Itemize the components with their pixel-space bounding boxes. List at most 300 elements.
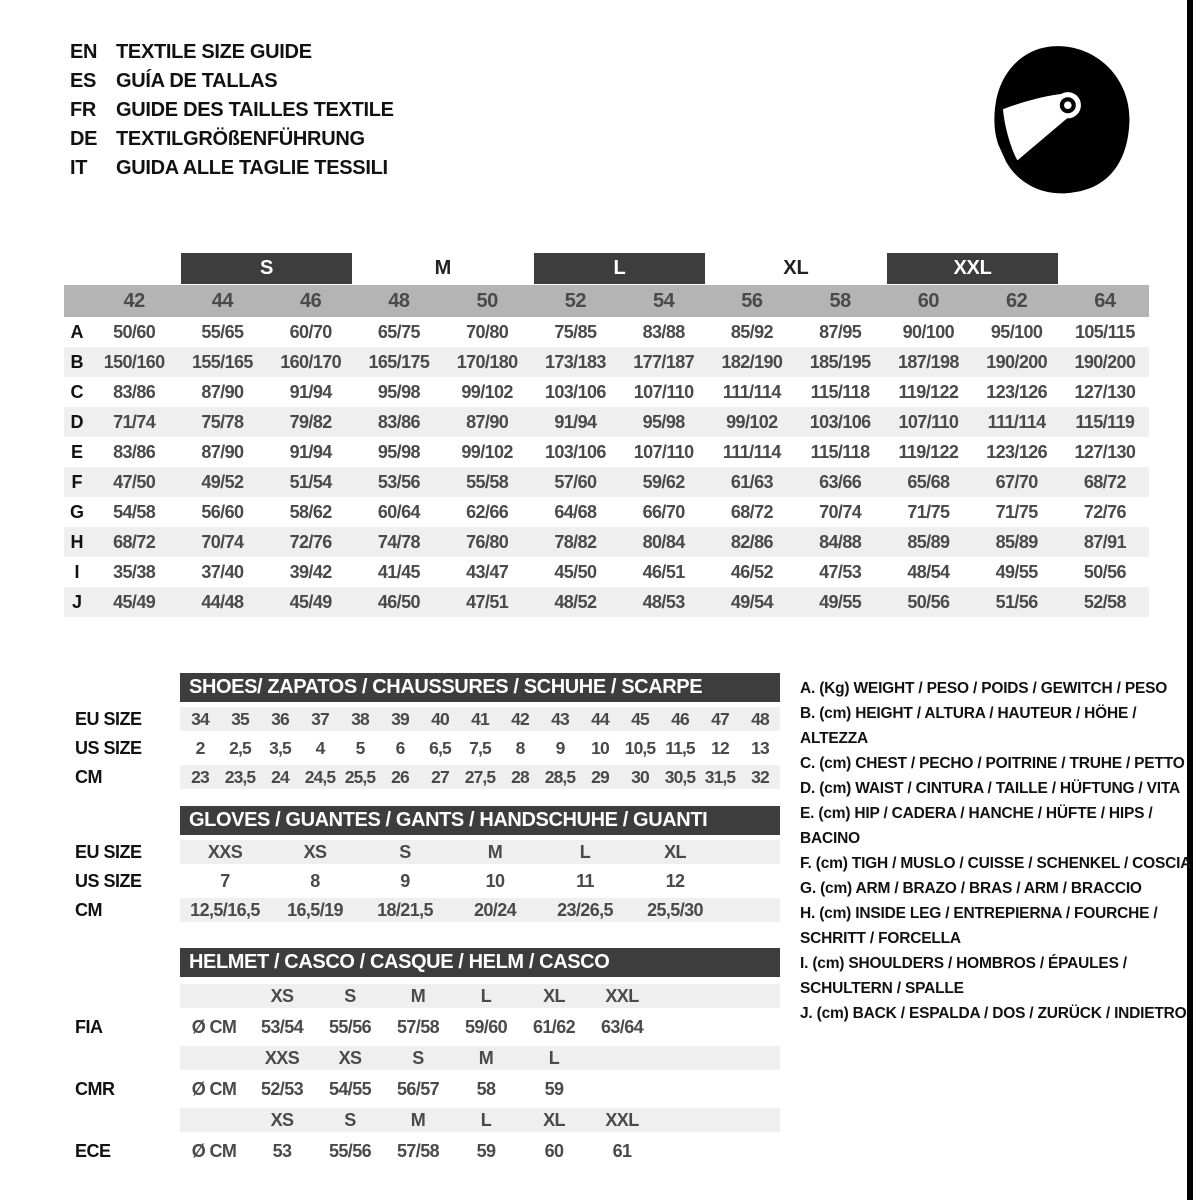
shoes-value-cell: 3,5	[269, 737, 291, 758]
size-value-cell: 170/180	[456, 351, 518, 372]
shoes-row-label: EU SIZE	[75, 708, 142, 729]
size-value-cell: 123/126	[986, 381, 1048, 402]
gloves-value-cell: 8	[310, 870, 320, 891]
helmet-size-label: L	[480, 1109, 492, 1130]
helmet-value-band	[180, 1139, 780, 1163]
helmet-size-label: M	[410, 1109, 426, 1130]
size-value-cell: 190/200	[986, 351, 1048, 372]
helmet-size-table	[64, 948, 789, 1163]
shoes-value-cell: 30	[631, 766, 649, 787]
size-column-header: 56	[741, 289, 763, 312]
measurement-row-f	[64, 467, 1149, 497]
legend-item: G. (cm) ARM / BRAZO / BRAS / ARM / BRACCIO	[800, 880, 1142, 897]
legend-item: J. (cm) BACK / ESPALDA / DOS / ZURÜCK / INDIETRO	[800, 1005, 1187, 1022]
measurement-row-h	[64, 527, 1149, 557]
size-value-cell: 70/74	[819, 501, 862, 522]
shoes-row	[64, 736, 789, 760]
size-group-s: S	[181, 253, 352, 284]
gloves-value-cell: XL	[664, 841, 686, 862]
size-value-cell: 155/165	[191, 351, 253, 372]
language-row	[70, 67, 394, 96]
helmet-icon	[976, 42, 1142, 194]
size-value-cell: 66/70	[642, 501, 685, 522]
size-value-cell: 95/98	[642, 411, 685, 432]
size-value-cell: 49/55	[819, 591, 862, 612]
gloves-value-cell: 7	[220, 870, 230, 891]
size-value-cell: 47/50	[113, 471, 156, 492]
size-value-cell: 95/100	[990, 321, 1043, 342]
numeric-size-header-row	[64, 285, 1149, 317]
shoes-value-cell: 26	[391, 766, 409, 787]
size-value-cell: 70/80	[466, 321, 509, 342]
size-value-cell: 111/114	[722, 381, 781, 402]
row-label: G	[69, 501, 84, 522]
size-value-cell: 75/85	[554, 321, 597, 342]
measurement-row-g	[64, 497, 1149, 527]
size-value-cell: 63/66	[819, 471, 862, 492]
size-value-cell: 53/56	[377, 471, 420, 492]
gloves-value-cell: XS	[303, 841, 327, 862]
shoes-value-cell: 44	[591, 708, 609, 729]
legend-item: I. (cm) SHOULDERS / HOMBROS / ÉPAULES / SCHULTERN / SPALLE	[800, 955, 1127, 997]
legend-item: F. (cm) TIGH / MUSLO / CUISSE / SCHENKEL / COSCIA	[800, 855, 1192, 872]
legend-item: C. (cm) CHEST / PECHO / POITRINE / TRUHE / PETTO	[800, 755, 1185, 772]
size-value-cell: 187/198	[897, 351, 959, 372]
gloves-row-label: CM	[75, 899, 102, 920]
size-value-cell: 50/56	[907, 591, 950, 612]
size-value-cell: 47/51	[466, 591, 509, 612]
row-label: E	[70, 441, 83, 462]
gloves-row-label: EU SIZE	[75, 841, 142, 862]
size-value-cell: 60/64	[377, 501, 420, 522]
helmet-size-label: XXS	[264, 1047, 300, 1068]
helmet-size-label: S	[412, 1047, 424, 1068]
size-group-xxl: XXL	[887, 253, 1058, 284]
size-value-cell: 45/49	[113, 591, 156, 612]
shoes-value-cell: 42	[511, 708, 529, 729]
size-group-xl: XL	[783, 257, 809, 279]
shoes-value-cell: 11,5	[665, 737, 695, 758]
helmet-value-cell: 59	[544, 1078, 564, 1099]
size-value-cell: 56/60	[201, 501, 244, 522]
size-value-cell: 185/195	[809, 351, 871, 372]
shoes-value-cell: 28,5	[544, 766, 576, 787]
size-value-cell: 85/89	[907, 531, 950, 552]
size-value-cell: 50/56	[1083, 561, 1126, 582]
helmet-size-band	[180, 1046, 780, 1070]
size-value-cell: 87/90	[466, 411, 509, 432]
size-value-cell: 71/74	[113, 411, 156, 432]
gloves-row-label: US SIZE	[75, 870, 142, 891]
shoes-value-cell: 41	[471, 708, 489, 729]
shoes-value-cell: 6,5	[429, 737, 451, 758]
shoes-value-cell: 28	[511, 766, 529, 787]
shoes-value-cell: 48	[751, 708, 769, 729]
size-column-header: 44	[211, 289, 233, 312]
size-value-cell: 107/110	[633, 441, 694, 462]
helmet-value-cell: 59/60	[464, 1016, 508, 1037]
helmet-size-label: XXL	[605, 1109, 639, 1130]
gloves-value-cell: M	[487, 841, 503, 862]
shoes-value-cell: 9	[555, 737, 565, 758]
gloves-row	[64, 869, 789, 893]
shoes-value-cell: 47	[711, 708, 729, 729]
gloves-title-bar: GLOVES / GUANTES / GANTS / HANDSCHUHE / GUANTI	[180, 806, 780, 835]
row-label: B	[70, 351, 84, 372]
shoes-value-cell: 4	[315, 737, 325, 758]
helmet-value-cell: 55/56	[328, 1140, 372, 1161]
size-value-cell: 65/68	[907, 471, 950, 492]
size-column-header: 62	[1006, 289, 1028, 312]
gloves-row	[64, 898, 789, 922]
helmet-standard-label: CMR	[75, 1078, 115, 1099]
shoes-value-cell: 12	[711, 737, 729, 758]
helmet-size-header-row-fia	[64, 984, 789, 1008]
shoes-value-cell: 8	[515, 737, 525, 758]
helmet-value-cell: 52/53	[260, 1078, 304, 1099]
size-column-header: 58	[829, 289, 851, 312]
size-value-cell: 45/49	[289, 591, 332, 612]
size-value-cell: 48/52	[554, 591, 597, 612]
size-value-cell: 87/90	[201, 441, 244, 462]
size-value-cell: 127/130	[1074, 381, 1136, 402]
size-value-cell: 83/88	[642, 321, 685, 342]
size-value-cell: 91/94	[289, 381, 332, 402]
size-column-header: 52	[564, 289, 586, 312]
size-value-cell: 46/50	[377, 591, 420, 612]
helmet-value-cell: 59	[476, 1140, 496, 1161]
helmet-size-label: XL	[543, 1109, 565, 1130]
shoes-value-cell: 34	[191, 708, 209, 729]
size-value-cell: 80/84	[642, 531, 685, 552]
shoes-value-cell: 27,5	[464, 766, 496, 787]
size-value-cell: 111/114	[722, 441, 781, 462]
measurement-row-i	[64, 557, 1149, 587]
shoes-size-table	[64, 673, 789, 789]
language-row	[70, 125, 394, 154]
helmet-value-cell: 58	[476, 1078, 496, 1099]
shoes-value-cell: 38	[351, 708, 369, 729]
helmet-rows	[64, 984, 789, 1163]
row-label: I	[74, 561, 80, 582]
gloves-value-band	[180, 898, 780, 922]
size-value-cell: 105/115	[1074, 321, 1135, 342]
size-value-cell: 177/187	[633, 351, 695, 372]
helmet-size-label: XS	[338, 1047, 362, 1068]
helmet-unit-label: Ø CM	[191, 1078, 237, 1099]
size-value-cell: 115/119	[1075, 411, 1135, 432]
size-value-cell: 54/58	[113, 501, 156, 522]
size-value-cell: 49/55	[995, 561, 1038, 582]
size-value-cell: 85/89	[995, 531, 1038, 552]
row-label: D	[70, 411, 84, 432]
language-code: FR	[70, 99, 97, 121]
size-value-cell: 64/68	[554, 501, 597, 522]
gloves-value-cell: 11	[576, 870, 594, 891]
size-value-cell: 150/160	[103, 351, 165, 372]
size-value-cell: 87/95	[819, 321, 862, 342]
guide-title: TEXTILE SIZE GUIDE	[116, 41, 312, 63]
shoes-value-cell: 13	[751, 737, 769, 758]
gloves-value-cell: XXS	[207, 841, 243, 862]
helmet-size-label: M	[410, 985, 426, 1006]
size-value-cell: 76/80	[466, 531, 509, 552]
helmet-size-band	[180, 1108, 780, 1132]
size-value-cell: 111/114	[987, 411, 1046, 432]
size-column-header: 50	[476, 289, 498, 312]
size-value-cell: 68/72	[113, 531, 156, 552]
size-value-cell: 52/58	[1083, 591, 1126, 612]
helmet-size-label: S	[344, 985, 356, 1006]
size-column-header: 64	[1094, 289, 1116, 312]
size-column-header: 42	[123, 289, 145, 312]
legend-item: E. (cm) HIP / CADERA / HANCHE / HÜFTE / HIPS / BACINO	[800, 805, 1153, 847]
helmet-icon-svg	[976, 42, 1142, 194]
shoes-value-cell: 40	[431, 708, 449, 729]
shoes-value-cell: 37	[311, 708, 329, 729]
size-value-cell: 51/54	[289, 471, 332, 492]
helmet-size-label: M	[478, 1047, 494, 1068]
size-value-cell: 45/50	[554, 561, 597, 582]
size-value-cell: 57/60	[554, 471, 597, 492]
size-value-cell: 49/54	[730, 591, 773, 612]
language-row	[70, 154, 394, 183]
legend-item: A. (Kg) WEIGHT / PESO / POIDS / GEWITCH / PESO	[800, 680, 1168, 697]
language-row	[70, 38, 394, 67]
shoes-value-cell: 32	[751, 766, 769, 787]
shoes-value-cell: 2	[195, 737, 205, 758]
legend-item: H. (cm) INSIDE LEG / ENTREPIERNA / FOURCHE / SCHRITT / FORCELLA	[800, 905, 1158, 947]
language-row	[70, 96, 394, 125]
shoes-value-band	[180, 707, 780, 731]
gloves-value-cell: 18/21,5	[377, 899, 433, 920]
size-value-cell: 72/76	[289, 531, 332, 552]
row-label: C	[70, 381, 84, 402]
shoes-row-label: CM	[75, 766, 102, 787]
size-value-cell: 49/52	[201, 471, 244, 492]
size-value-cell: 99/102	[461, 441, 513, 462]
gloves-row	[64, 840, 789, 864]
size-value-cell: 39/42	[289, 561, 332, 582]
helmet-value-cell: 55/56	[328, 1016, 372, 1037]
shoes-value-cell: 25,5	[344, 766, 376, 787]
size-value-cell: 61/63	[730, 471, 773, 492]
textile-size-table	[64, 252, 1149, 617]
helmet-size-label: XS	[270, 1109, 294, 1130]
size-value-cell: 160/170	[280, 351, 342, 372]
shoes-value-cell: 46	[671, 708, 689, 729]
shoes-title-bar: SHOES/ ZAPATOS / CHAUSSURES / SCHUHE / SCARPE	[180, 673, 780, 702]
size-value-cell: 74/78	[377, 531, 420, 552]
shoes-value-cell: 31,5	[704, 766, 736, 787]
helmet-unit-label: Ø CM	[191, 1016, 237, 1037]
measurement-row-a	[64, 317, 1149, 347]
helmet-value-cell: 53	[272, 1140, 292, 1161]
gloves-value-cell: S	[399, 841, 411, 862]
helmet-value-band	[180, 1015, 780, 1039]
size-value-cell: 83/86	[377, 411, 420, 432]
helmet-size-label: L	[480, 985, 492, 1006]
helmet-value-cell: 60	[544, 1140, 564, 1161]
measurement-row-e	[64, 437, 1149, 467]
size-value-cell: 87/90	[201, 381, 244, 402]
helmet-standard-label: FIA	[75, 1016, 103, 1037]
size-value-cell: 55/65	[201, 321, 244, 342]
legend-item: D. (cm) WAIST / CINTURA / TAILLE / HÜFTUNG / VITA	[800, 780, 1180, 797]
gloves-value-band	[180, 840, 780, 864]
shoes-value-cell: 6	[395, 737, 405, 758]
shoes-value-cell: 2,5	[229, 737, 251, 758]
gloves-value-cell: 23/26,5	[557, 899, 613, 920]
size-value-cell: 48/54	[907, 561, 950, 582]
size-value-cell: 91/94	[289, 441, 332, 462]
size-value-cell: 65/75	[377, 321, 420, 342]
size-value-cell: 60/70	[289, 321, 332, 342]
helmet-value-row-ece	[64, 1139, 789, 1163]
helmet-value-cell: 56/57	[396, 1078, 440, 1099]
size-value-cell: 62/66	[466, 501, 509, 522]
size-group-l: L	[534, 253, 705, 284]
size-value-cell: 78/82	[554, 531, 597, 552]
size-group-m: M	[434, 257, 452, 279]
size-value-cell: 58/62	[289, 501, 332, 522]
size-value-cell: 85/92	[730, 321, 773, 342]
shoes-row	[64, 765, 789, 789]
gloves-value-band	[180, 869, 780, 893]
size-value-cell: 190/200	[1074, 351, 1136, 372]
row-label: F	[71, 471, 83, 492]
helmet-value-cell: 54/55	[328, 1078, 372, 1099]
helmet-size-label: XL	[543, 985, 565, 1006]
guide-title: GUIDA ALLE TAGLIE TESSILI	[116, 157, 388, 179]
gloves-value-cell: L	[579, 841, 591, 862]
shoes-value-cell: 23,5	[224, 766, 256, 787]
helmet-value-cell: 57/58	[396, 1016, 440, 1037]
helmet-standard-label: ECE	[75, 1140, 111, 1161]
shoes-row-label: US SIZE	[75, 737, 142, 758]
size-value-cell: 41/45	[377, 561, 420, 582]
shoes-rows	[64, 707, 789, 789]
measurement-row-d	[64, 407, 1149, 437]
shoes-value-cell: 24,5	[304, 766, 336, 787]
shoes-value-cell: 23	[191, 766, 209, 787]
shoes-value-cell: 39	[391, 708, 409, 729]
size-value-cell: 79/82	[289, 411, 332, 432]
helmet-value-cell: 63/64	[600, 1016, 644, 1037]
measurement-row-c	[64, 377, 1149, 407]
row-label: J	[71, 591, 82, 612]
helmet-size-label: S	[344, 1109, 356, 1130]
shoes-value-band	[180, 736, 780, 760]
size-value-cell: 59/62	[642, 471, 685, 492]
helmet-size-label: XS	[270, 985, 294, 1006]
language-code: IT	[70, 157, 88, 179]
size-value-cell: 51/56	[995, 591, 1038, 612]
helmet-value-row-cmr	[64, 1077, 789, 1101]
helmet-size-header-row-cmr	[64, 1046, 789, 1070]
language-code: EN	[70, 41, 98, 63]
size-value-cell: 83/86	[113, 441, 156, 462]
size-value-cell: 67/70	[995, 471, 1038, 492]
size-value-cell: 46/52	[730, 561, 773, 582]
row-label: A	[70, 321, 84, 342]
guide-title: TEXTILGRÖßENFÜHRUNG	[116, 128, 365, 150]
language-title-list	[70, 38, 394, 183]
helmet-value-cell: 57/58	[396, 1140, 440, 1161]
gloves-value-cell: 12,5/16,5	[190, 899, 260, 920]
size-value-cell: 71/75	[907, 501, 950, 522]
shoes-value-cell: 36	[271, 708, 289, 729]
row-label: H	[70, 531, 84, 552]
shoes-value-cell: 5	[355, 737, 365, 758]
size-value-cell: 55/58	[466, 471, 509, 492]
helmet-value-cell: 53/54	[260, 1016, 304, 1037]
size-value-cell: 68/72	[730, 501, 773, 522]
gloves-rows	[64, 840, 789, 922]
shoes-value-cell: 29	[591, 766, 609, 787]
helmet-size-label: XXL	[605, 985, 639, 1006]
size-column-header: 48	[388, 289, 410, 312]
size-value-cell: 47/53	[819, 561, 862, 582]
helmet-value-cell: 61	[612, 1140, 632, 1161]
language-code: ES	[70, 70, 97, 92]
size-value-cell: 165/175	[368, 351, 430, 372]
size-value-cell: 72/76	[1083, 501, 1126, 522]
size-value-cell: 84/88	[819, 531, 862, 552]
size-value-cell: 127/130	[1074, 441, 1136, 462]
size-value-cell: 37/40	[201, 561, 244, 582]
gloves-value-cell: 9	[400, 870, 410, 891]
language-code: DE	[70, 128, 98, 150]
size-column-header: 60	[917, 289, 939, 312]
shoes-value-cell: 43	[551, 708, 569, 729]
size-group-header-row	[64, 252, 1149, 285]
size-value-cell: 182/190	[721, 351, 783, 372]
size-value-cell: 91/94	[554, 411, 597, 432]
gloves-value-cell: 20/24	[473, 899, 517, 920]
size-value-cell: 44/48	[201, 591, 244, 612]
shoes-value-cell: 45	[631, 708, 649, 729]
shoes-value-cell: 27	[431, 766, 449, 787]
gloves-value-cell: 10	[485, 870, 505, 891]
size-value-cell: 46/51	[642, 561, 685, 582]
shoes-row	[64, 707, 789, 731]
helmet-title-bar: HELMET / CASCO / CASQUE / HELM / CASCO	[180, 948, 780, 977]
shoes-value-cell: 30,5	[664, 766, 696, 787]
shoes-value-cell: 10,5	[624, 737, 656, 758]
size-column-header: 46	[300, 289, 322, 312]
guide-title: GUIDE DES TAILLES TEXTILE	[116, 99, 394, 121]
size-value-cell: 43/47	[466, 561, 509, 582]
size-value-cell: 95/98	[377, 381, 420, 402]
size-value-cell: 50/60	[113, 321, 156, 342]
shoes-value-cell: 7,5	[469, 737, 491, 758]
size-value-cell: 83/86	[113, 381, 156, 402]
shoes-value-band	[180, 765, 780, 789]
size-value-cell: 173/183	[544, 351, 606, 372]
size-value-cell: 99/102	[726, 411, 778, 432]
size-value-cell: 103/106	[544, 381, 606, 402]
size-value-cell: 90/100	[902, 321, 955, 342]
gloves-size-table	[64, 806, 789, 922]
helmet-size-header-row-ece	[64, 1108, 789, 1132]
size-value-cell: 103/106	[809, 411, 871, 432]
helmet-unit-label: Ø CM	[191, 1140, 237, 1161]
size-column-header: 54	[653, 289, 675, 312]
helmet-value-row-fia	[64, 1015, 789, 1039]
size-value-cell: 107/110	[898, 411, 959, 432]
legend-item: B. (cm) HEIGHT / ALTURA / HAUTEUR / HÖHE / ALTEZZA	[800, 705, 1137, 747]
